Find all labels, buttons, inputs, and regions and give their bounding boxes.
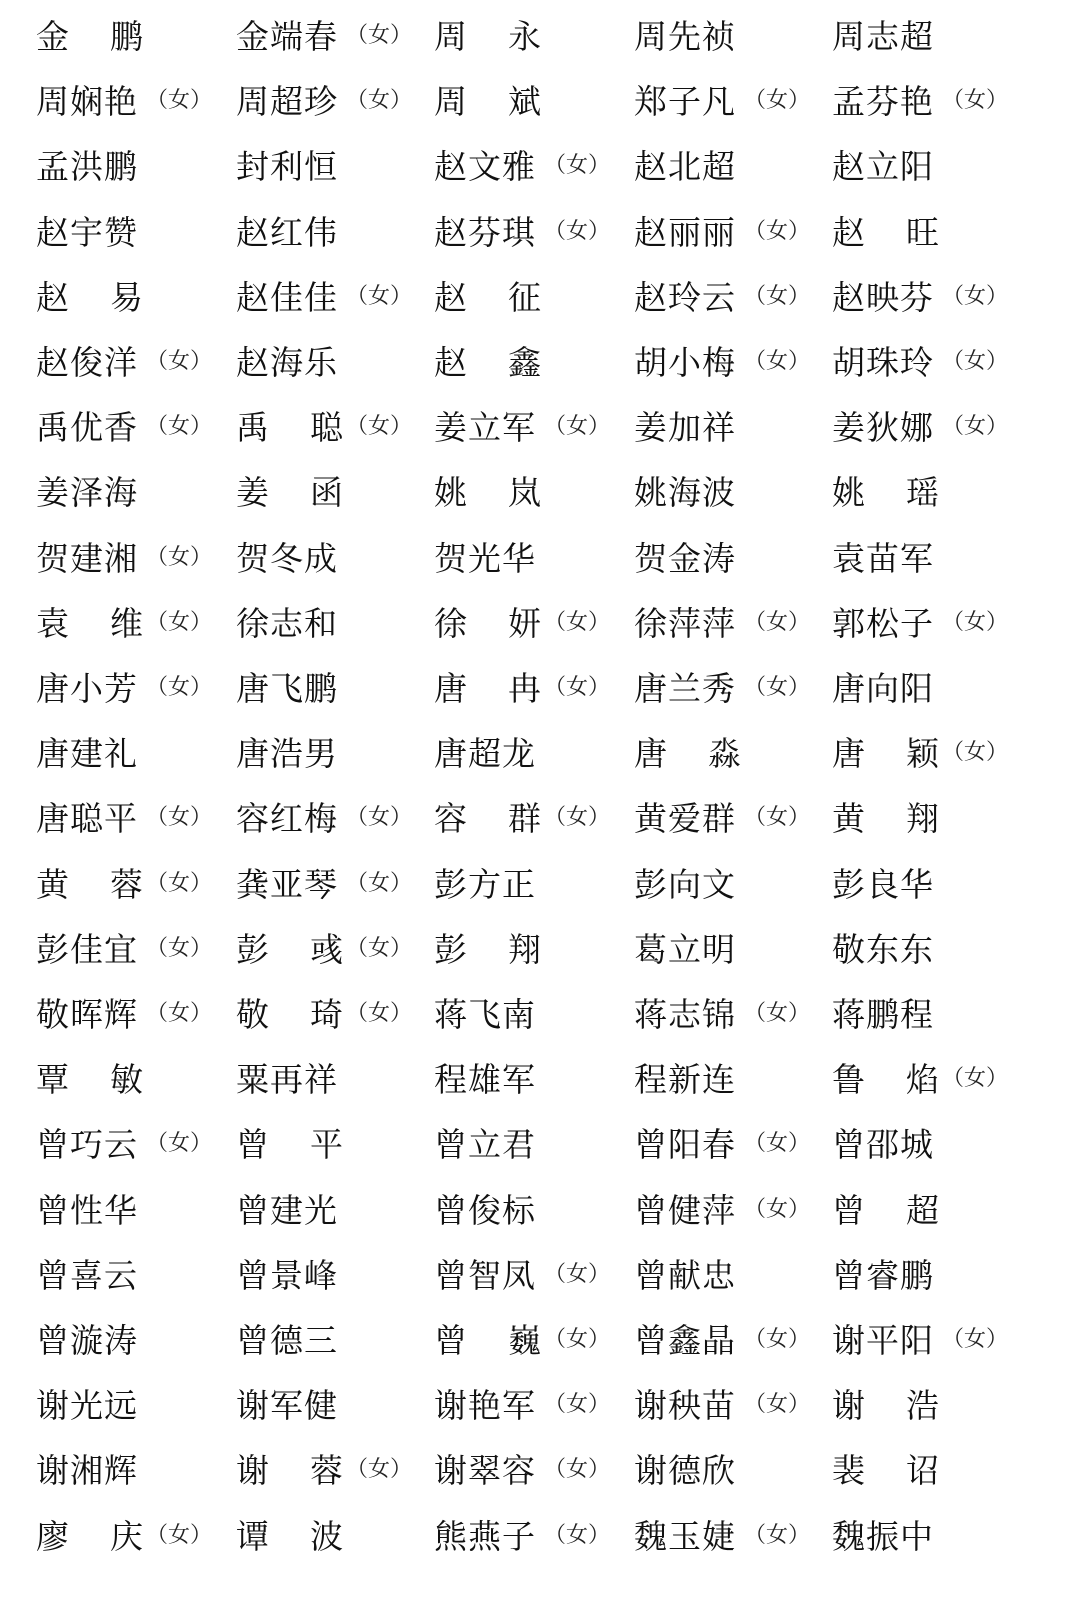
gender-note: （女） (146, 609, 213, 635)
gender-note: （女） (544, 675, 611, 700)
person-name: 鲁 焰 (832, 1060, 940, 1100)
name-row (0, 528, 1080, 596)
person-name: 曾 阳 春 (634, 1125, 736, 1165)
person-name: 谢 光 远 (36, 1386, 138, 1426)
name-row (0, 136, 1080, 204)
gender-note: （女） (942, 88, 1009, 114)
person-name: 彭 佳 宜 (36, 929, 138, 969)
person-name: 赵 旺 (832, 212, 940, 252)
gender-note: （女） (544, 805, 611, 831)
gender-note: （女） (942, 1327, 1009, 1352)
person-name: 唐 兰 秀 (634, 669, 736, 708)
gender-note: （女） (146, 88, 213, 114)
gender-note: （女） (346, 870, 413, 896)
person-name: 唐 小 芳 (36, 669, 138, 708)
gender-note: （女） (544, 1457, 611, 1483)
person-name: 赵 征 (434, 277, 542, 317)
person-name: 曾 巍 (434, 1321, 542, 1360)
person-name: 容 红 梅 (236, 799, 338, 839)
person-name: 敬 晖 辉 (36, 995, 138, 1034)
gender-note: （女） (744, 218, 811, 244)
person-name: 曾 鑫 晶 (634, 1321, 736, 1360)
person-name: 蒋 鹏 程 (832, 995, 934, 1034)
person-name: 谢 军 健 (236, 1386, 338, 1426)
gender-note: （女） (544, 1261, 611, 1287)
gender-note: （女） (744, 1327, 811, 1352)
name-row (0, 1049, 1080, 1117)
person-name: 赵 鑫 (434, 343, 542, 382)
person-name: 曾 建 光 (236, 1190, 338, 1230)
person-name: 金 端 春 (236, 17, 338, 56)
person-name: 唐 浩 男 (236, 734, 338, 774)
gender-note: （女） (744, 805, 811, 831)
person-name: 葛 立 明 (634, 929, 736, 969)
person-name: 袁 维 (36, 603, 144, 643)
person-name: 贺 冬 成 (236, 538, 338, 578)
person-name: 徐 妍 (434, 603, 542, 643)
person-name: 贺 建 湘 (36, 538, 138, 578)
gender-note: （女） (744, 1001, 811, 1026)
person-name: 唐 建 礼 (36, 734, 138, 774)
person-name: 赵 海 乐 (236, 343, 338, 382)
gender-note: （女） (544, 153, 611, 179)
person-name: 赵 丽 丽 (634, 212, 736, 252)
person-name: 黄 爱 群 (634, 799, 736, 839)
person-name: 程 雄 军 (434, 1060, 536, 1100)
person-name: 谢 秧 苗 (634, 1386, 736, 1426)
person-name: 曾 平 (236, 1125, 344, 1165)
gender-note: （女） (942, 740, 1009, 766)
person-name: 姜 函 (236, 473, 344, 513)
name-row (0, 332, 1080, 400)
person-name: 彭 翔 (434, 929, 542, 969)
person-name: 谢 湘 辉 (36, 1451, 138, 1491)
gender-note: （女） (146, 935, 213, 961)
person-name: 胡 小 梅 (634, 343, 736, 382)
gender-note: （女） (942, 349, 1009, 374)
person-name: 蒋 志 锦 (634, 995, 736, 1034)
name-row (0, 202, 1080, 270)
person-name: 谢 德 欣 (634, 1451, 736, 1491)
gender-note: （女） (544, 1327, 611, 1352)
person-name: 龚 亚 琴 (236, 864, 338, 904)
person-name: 魏 振 中 (832, 1516, 934, 1556)
name-row (0, 71, 1080, 139)
name-row (0, 1180, 1080, 1248)
person-name: 谢 艳 军 (434, 1386, 536, 1426)
gender-note: （女） (942, 609, 1009, 635)
person-name: 周 先 祯 (634, 17, 736, 56)
gender-note: （女） (942, 283, 1009, 309)
person-name: 赵 北 超 (634, 147, 736, 187)
person-name: 敬 琦 (236, 995, 344, 1034)
person-name: 姜 立 军 (434, 408, 536, 448)
gender-note: （女） (744, 1131, 811, 1157)
person-name: 禹 聪 (236, 408, 344, 448)
person-name: 曾 睿 鹏 (832, 1255, 934, 1295)
name-row (0, 397, 1080, 465)
gender-note: （女） (744, 88, 811, 114)
person-name: 徐 萍 萍 (634, 603, 736, 643)
name-row (0, 1310, 1080, 1378)
gender-note: （女） (544, 1392, 611, 1418)
gender-note: （女） (544, 414, 611, 440)
person-name: 曾 超 (832, 1190, 940, 1230)
person-name: 廖 庆 (36, 1516, 144, 1556)
person-name: 曾 性 华 (36, 1190, 138, 1230)
name-row (0, 6, 1080, 74)
gender-note: （女） (744, 675, 811, 700)
gender-note: （女） (146, 1131, 213, 1157)
person-name: 赵 佳 佳 (236, 277, 338, 317)
gender-note: （女） (744, 609, 811, 635)
person-name: 程 新 连 (634, 1060, 736, 1100)
person-name: 蒋 飞 南 (434, 995, 536, 1034)
person-name: 姜 加 祥 (634, 408, 736, 448)
gender-note: （女） (146, 1522, 213, 1548)
gender-note: （女） (146, 675, 213, 700)
person-name: 贺 光 华 (434, 538, 536, 578)
person-name: 曾 健 萍 (634, 1190, 736, 1230)
person-name: 赵 立 阳 (832, 147, 934, 187)
gender-note: （女） (744, 349, 811, 374)
person-name: 郭 松 子 (832, 603, 934, 643)
person-name: 姚 瑶 (832, 473, 940, 513)
gender-note: （女） (544, 1522, 611, 1548)
person-name: 赵 芬 琪 (434, 212, 536, 252)
person-name: 赵 文 雅 (434, 147, 536, 187)
person-name: 谢 蓉 (236, 1451, 344, 1491)
person-name: 曾 喜 云 (36, 1255, 138, 1295)
person-name: 姜 狄 娜 (832, 408, 934, 448)
name-row (0, 267, 1080, 335)
person-name: 孟 芬 艳 (832, 82, 934, 122)
gender-note: （女） (346, 805, 413, 831)
person-name: 谢 平 阳 (832, 1321, 934, 1360)
gender-note: （女） (346, 414, 413, 440)
person-name: 曾 献 忠 (634, 1255, 736, 1295)
person-name: 赵 宇 赞 (36, 212, 138, 252)
gender-note: （女） (744, 283, 811, 309)
name-row (0, 1114, 1080, 1182)
gender-note: （女） (346, 1457, 413, 1483)
person-name: 唐 冉 (434, 669, 542, 708)
person-name: 贺 金 涛 (634, 538, 736, 578)
name-row (0, 984, 1080, 1052)
person-name: 谢 翠 容 (434, 1451, 536, 1491)
person-name: 赵 俊 洋 (36, 343, 138, 382)
gender-note: （女） (146, 1001, 213, 1026)
gender-note: （女） (346, 1001, 413, 1026)
person-name: 魏 玉 婕 (634, 1516, 736, 1556)
person-name: 曾 智 凤 (434, 1255, 536, 1295)
person-name: 赵 红 伟 (236, 212, 338, 252)
person-name: 郑 子 凡 (634, 82, 736, 122)
person-name: 曾 俊 标 (434, 1190, 536, 1230)
person-name: 容 群 (434, 799, 542, 839)
person-name: 周 斌 (434, 82, 542, 122)
person-name: 姚 海 波 (634, 473, 736, 513)
person-name: 姜 泽 海 (36, 473, 138, 513)
person-name: 彭 向 文 (634, 864, 736, 904)
person-name: 谭 波 (236, 1516, 344, 1556)
gender-note: （女） (942, 1066, 1009, 1092)
gender-note: （女） (544, 609, 611, 635)
name-row (0, 593, 1080, 661)
person-name: 曾 景 峰 (236, 1255, 338, 1295)
name-row (0, 788, 1080, 856)
name-row (0, 658, 1080, 726)
person-name: 唐 飞 鹏 (236, 669, 338, 708)
person-name: 胡 珠 玲 (832, 343, 934, 382)
gender-note: （女） (942, 414, 1009, 440)
person-name: 曾 立 君 (434, 1125, 536, 1165)
person-name: 裴 诏 (832, 1451, 940, 1491)
person-name: 金 鹏 (36, 17, 144, 56)
gender-note: （女） (744, 1522, 811, 1548)
name-row (0, 723, 1080, 791)
person-name: 覃 敏 (36, 1060, 144, 1100)
gender-note: （女） (146, 544, 213, 570)
gender-note: （女） (544, 218, 611, 244)
person-name: 赵 映 芬 (832, 277, 934, 317)
person-name: 袁 苗 军 (832, 538, 934, 578)
name-row (0, 919, 1080, 987)
gender-note: （女） (744, 1196, 811, 1222)
gender-note: （女） (346, 283, 413, 309)
person-name: 熊 燕 子 (434, 1516, 536, 1556)
person-name: 赵 易 (36, 277, 144, 317)
person-name: 孟 洪 鹏 (36, 147, 138, 187)
person-name: 唐 淼 (634, 734, 742, 774)
gender-note: （女） (346, 23, 413, 48)
person-name: 周 永 (434, 17, 542, 56)
name-row (0, 854, 1080, 922)
gender-note: （女） (146, 805, 213, 831)
person-name: 曾 巧 云 (36, 1125, 138, 1165)
name-row (0, 1245, 1080, 1313)
person-name: 谢 浩 (832, 1386, 940, 1426)
person-name: 彭 方 正 (434, 864, 536, 904)
person-name: 黄 蓉 (36, 864, 144, 904)
person-name: 唐 聪 平 (36, 799, 138, 839)
gender-note: （女） (744, 1392, 811, 1418)
person-name: 黄 翔 (832, 799, 940, 839)
person-name: 彭 彧 (236, 929, 344, 969)
person-name: 周 志 超 (832, 17, 934, 56)
person-name: 封 利 恒 (236, 147, 338, 187)
person-name: 彭 良 华 (832, 864, 934, 904)
person-name: 赵 玲 云 (634, 277, 736, 317)
person-name: 徐 志 和 (236, 603, 338, 643)
name-row (0, 462, 1080, 530)
person-name: 粟 再 祥 (236, 1060, 338, 1100)
person-name: 唐 超 龙 (434, 734, 536, 774)
gender-note: （女） (146, 349, 213, 374)
person-name: 周 娴 艳 (36, 82, 138, 122)
person-name: 曾 漩 涛 (36, 1321, 138, 1360)
gender-note: （女） (346, 88, 413, 114)
name-row (0, 1506, 1080, 1574)
gender-note: （女） (146, 870, 213, 896)
person-name: 曾 邵 城 (832, 1125, 934, 1165)
person-name: 姚 岚 (434, 473, 542, 513)
person-name: 敬 东 东 (832, 929, 934, 969)
person-name: 曾 德 三 (236, 1321, 338, 1360)
gender-note: （女） (146, 414, 213, 440)
gender-note: （女） (346, 935, 413, 961)
name-row (0, 1375, 1080, 1443)
person-name: 唐 颖 (832, 734, 940, 774)
name-row (0, 1440, 1080, 1508)
person-name: 周 超 珍 (236, 82, 338, 122)
person-name: 禹 优 香 (36, 408, 138, 448)
person-name: 唐 向 阳 (832, 669, 934, 708)
